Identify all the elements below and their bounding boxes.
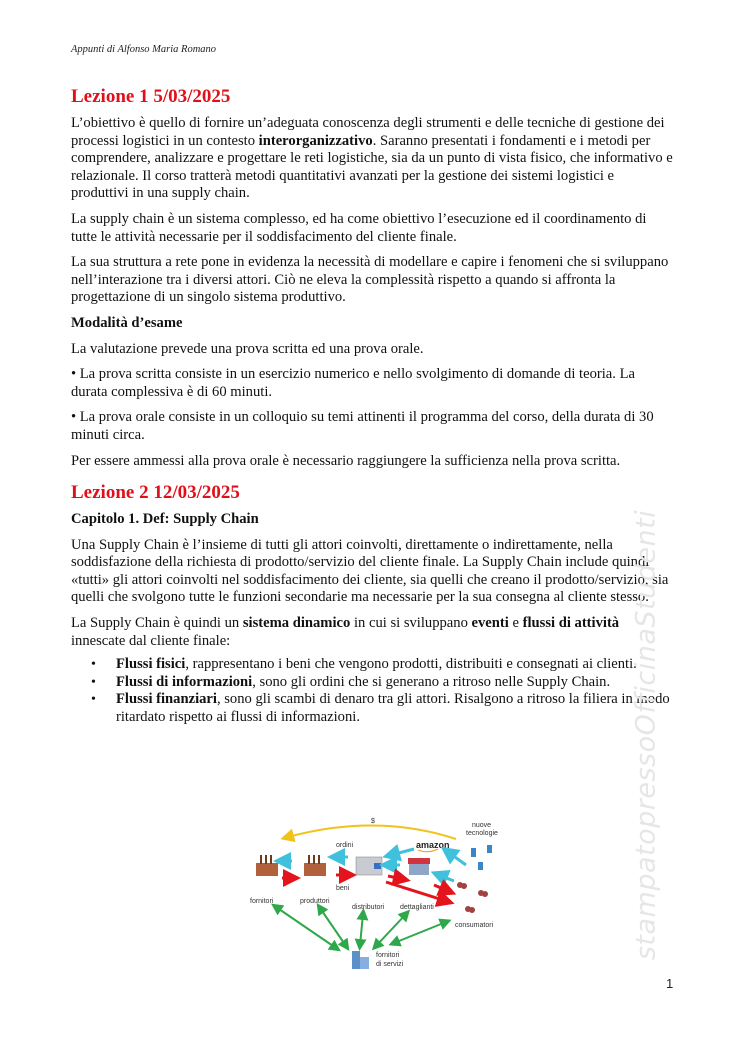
info-flow-arrow <box>439 875 454 881</box>
page-content <box>71 86 673 735</box>
admission-paragraph: Per essere ammessi alla prova orale è necessario raggiungere la sufficienza nella prova scritta. <box>71 452 621 469</box>
lesson-2-heading: Lezione 2 12/03/2025 <box>71 482 240 504</box>
oral-exam-paragraph: • La prova orale consiste in un colloquio su temi attinenti il programma del corso, della durata di 30 minuti circa. <box>71 409 654 443</box>
goods-label: beni <box>336 885 350 892</box>
text-run: in cui si sviluppano <box>350 615 472 632</box>
exam-paragraph: La valutazione prevede una prova scritta ed una prova orale. <box>71 340 424 357</box>
info-flow-arrow <box>391 849 414 855</box>
network-structure-paragraph: La sua struttura a rete pone in evidenza la necessità di modellare e capire i fenomeni che si sviluppano nell’interazione tra i diversi attori. Ciò ne eleva la complessità rispetto a quando si affronta la progettazione di un singolo sistema produttivo. <box>71 254 669 306</box>
supply-chain-diagram <box>236 815 506 980</box>
written-exam-paragraph: • La prova scritta consiste in un esercizio numerico e nello svolgimento di domande di teoria. La durata complessiva è di 60 minuti. <box>71 366 635 400</box>
suppliers-label: fornitori <box>250 898 274 905</box>
service-flow-arrow <box>376 914 406 946</box>
bold-term: Flussi di informazioni <box>116 673 253 690</box>
service-flow-arrow <box>394 922 446 943</box>
text-run: . Saranno presentati i fondamenti e i metodi per comprendere, analizzare e progettare le reti logistiche, sia da un punto di vista fisico, che informativo e relazionale. Il corso tratterà metodi quantitativi avanzati per la gestione dei sistemi logistici e produttivi in una supply chain. <box>71 132 673 202</box>
text-run: innescate dal cliente finale: <box>71 632 231 649</box>
flows-list <box>71 656 673 726</box>
page-number: 1 <box>666 976 674 991</box>
tablet-icon <box>471 848 476 857</box>
amazon-logo: amazon <box>416 840 450 850</box>
consumers-label: consumatori <box>455 922 494 929</box>
new-technologies-label-line1: nuove <box>472 822 492 829</box>
producer-factory-icon <box>304 855 326 876</box>
bold-term: Flussi finanziari <box>116 691 217 708</box>
info-flow-arrow <box>448 852 466 865</box>
text-run: , sono gli scambi di denaro tra gli attori. Risalgono a ritroso la filiera in modo ritardato rispetto ai flussi di informazioni. <box>116 691 670 726</box>
service-flow-arrow <box>360 914 363 945</box>
text-run: La Supply Chain è quindi un <box>71 615 243 632</box>
list-item-physical-flows <box>116 656 673 674</box>
text-run: , sono gli ordini che si generano a ritroso nelle Supply Chain. <box>252 673 611 690</box>
financial-flow-arrow <box>288 825 456 839</box>
text-run: e <box>508 615 523 632</box>
supply-chain-diagram-svg <box>236 815 506 980</box>
exam-mode-heading: Modalità d’esame <box>71 314 183 331</box>
consumers-icon <box>457 882 488 913</box>
producers-label: produttori <box>300 898 330 905</box>
running-header: Appunti di Alfonso Maria Romano <box>71 44 217 55</box>
text-run: L’obiettivo è quello di fornire un’adeguata conoscenza degli strumenti e delle tecniche di gestione dei processi logistici in un contesto <box>71 115 665 149</box>
phone-icon <box>487 845 492 853</box>
money-label: $ <box>371 818 375 825</box>
bold-term: interorganizzativo <box>258 132 373 149</box>
bold-term: sistema dinamico <box>242 615 351 632</box>
lesson-1-intro-paragraph <box>71 115 673 203</box>
physical-flow-arrow <box>434 885 448 891</box>
watermark <box>626 509 666 961</box>
tablet-icon-2 <box>478 862 483 870</box>
list-item-financial-flows <box>116 691 673 726</box>
new-technologies-label-line2: tecnologie <box>466 830 498 837</box>
dynamic-system-paragraph <box>71 615 673 650</box>
distributor-warehouse-icon <box>356 857 382 875</box>
list-item-information-flows <box>116 674 673 692</box>
retailer-store-icon <box>408 858 430 875</box>
chapter-heading: Capitolo 1. Def: Supply Chain <box>71 511 259 528</box>
distributors-label: distributori <box>352 904 385 911</box>
service-providers-building-icon <box>352 951 369 969</box>
bold-term: Flussi fisici <box>116 656 186 673</box>
supply-chain-actors-paragraph: Una Supply Chain è l’insieme di tutti gli attori coinvolti, direttamente o indirettamente, nella soddisfazione della richiesta di prodotto/servizio del cliente finale. La Supply Chain include quindi «tutti» gli attori coinvolti nel soddisfacimento dei cliente, sia quelli che creano il prodotto/servizio, sia quelli che svolgono tutte le funzioni secondarie ma necessarie per la sua consegna al cliente stesso. <box>71 536 669 606</box>
service-providers-label-line2: di servizi <box>376 961 404 968</box>
service-flow-arrow <box>276 907 336 948</box>
bold-term: eventi <box>471 615 509 632</box>
bold-term: flussi di attività <box>522 615 620 632</box>
orders-label: ordini <box>336 842 354 849</box>
supplier-factory-icon <box>256 855 278 876</box>
watermark-text: stampatopressoOfficinaStudenti <box>630 509 662 961</box>
physical-flow-arrow <box>388 876 402 879</box>
retailers-label: dettaglianti <box>400 904 434 911</box>
lesson-1-heading: Lezione 1 5/03/2025 <box>71 86 231 107</box>
text-run: , rappresentano i beni che vengono prodotti, distribuiti e consegnati ai clienti. <box>185 656 637 673</box>
service-providers-label-line1: fornitori <box>376 952 400 959</box>
supply-chain-definition-paragraph: La supply chain è un sistema complesso, ed ha come obiettivo l’esecuzione ed il coordinamento di tutte le attività necessarie per il soddisfacimento del cliente finale. <box>71 210 647 245</box>
